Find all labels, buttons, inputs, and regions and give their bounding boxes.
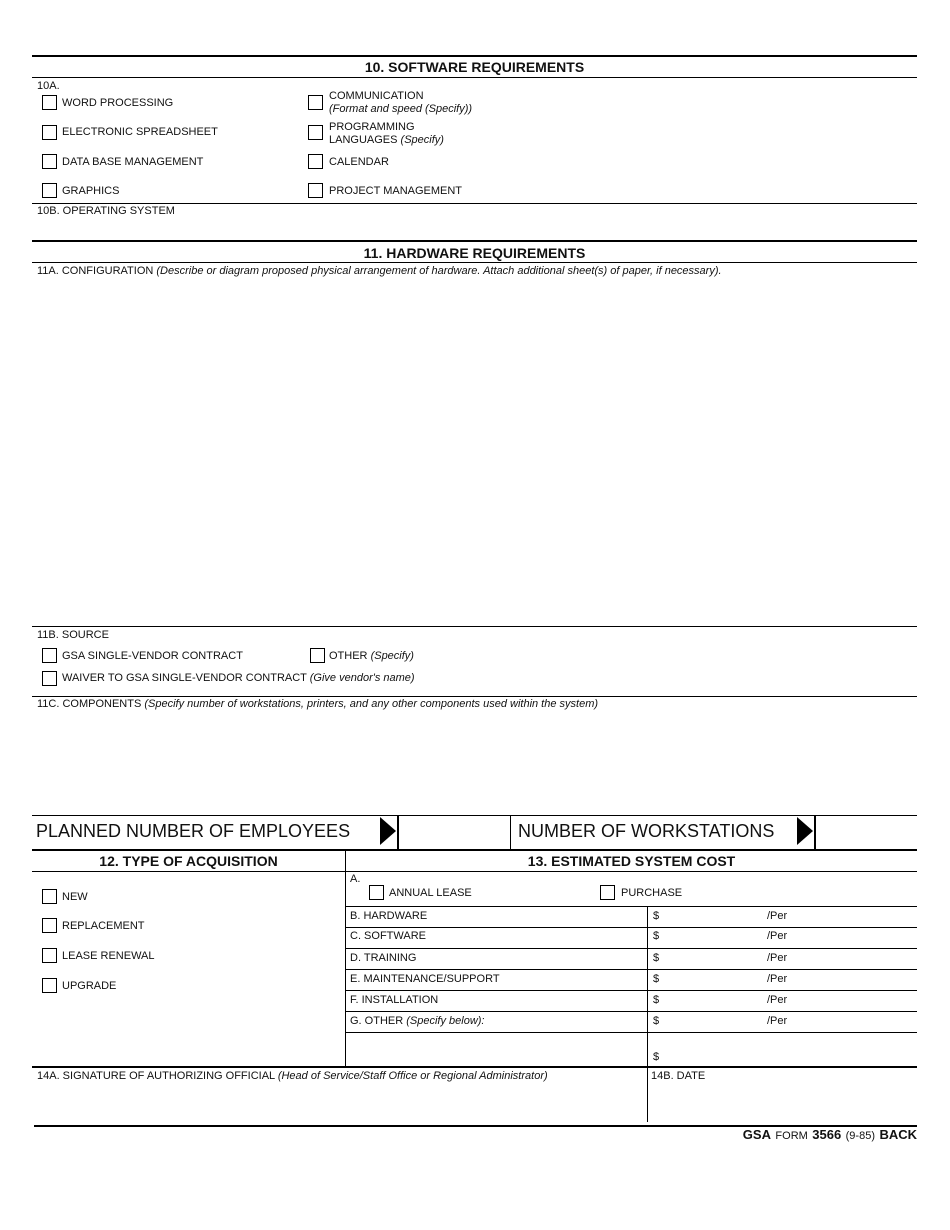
electronic-spreadsheet-checkbox[interactable] [42, 125, 57, 140]
section-12-13-divider [345, 851, 346, 1067]
calendar-checkbox[interactable] [308, 154, 323, 169]
cost-rule-g [346, 1011, 917, 1012]
components-label: 11C. COMPONENTS (Specify number of workstations, printers, and any other components used within the system) [37, 698, 599, 710]
section-13a-label: A. [350, 873, 361, 885]
software-dollar-sign: $ [653, 930, 660, 942]
workstations-label: NUMBER OF WORKSTATIONS [518, 821, 775, 841]
upgrade-checkbox[interactable] [42, 978, 57, 993]
footer-form: FORM [775, 1130, 808, 1142]
lease-renewal-checkbox[interactable] [42, 948, 57, 963]
date-field[interactable] [651, 1085, 913, 1121]
other-source-checkbox[interactable] [310, 648, 325, 663]
graphics-checkbox[interactable] [42, 183, 57, 198]
word-processing-label: WORD PROCESSING [62, 97, 174, 109]
hardware-per-label: /Per [767, 910, 788, 922]
date-label: 14B. DATE [651, 1070, 706, 1082]
purchase-label: PURCHASE [621, 887, 683, 899]
other-source-label: OTHER (Specify) [329, 650, 414, 662]
hardware-dollar-sign: $ [653, 910, 660, 922]
software-cost-label: C. SOFTWARE [350, 930, 426, 942]
section-10-title: 10. SOFTWARE REQUIREMENTS [364, 59, 585, 75]
cost-rule-b [346, 906, 917, 907]
hardware-cost-label: B. HARDWARE [350, 910, 428, 922]
training-cost-label: D. TRAINING [350, 952, 417, 964]
cost-amount-divider [647, 906, 648, 1122]
gsa-single-vendor-checkbox[interactable] [42, 648, 57, 663]
workstations-arrow-icon [797, 817, 813, 845]
new-checkbox[interactable] [42, 889, 57, 904]
cost-rule-f [346, 990, 917, 991]
installation-dollar-sign: $ [653, 994, 660, 1006]
other-specify-field[interactable] [350, 1034, 642, 1064]
graphics-label: GRAPHICS [62, 185, 120, 197]
configuration-field[interactable] [37, 280, 912, 620]
signature-label: 14A. SIGNATURE OF AUTHORIZING OFFICIAL (Head of Service/Staff Office or Regional Administrator) [37, 1070, 548, 1082]
maintenance-cost-label: E. MAINTENANCE/SUPPORT [350, 973, 500, 985]
components-field[interactable] [37, 713, 912, 808]
form-footer [600, 1126, 917, 1144]
section-10a-label: 10A. [37, 80, 60, 92]
purchase-checkbox[interactable] [600, 885, 615, 900]
section-12-title: 12. TYPE OF ACQUISITION [99, 853, 278, 869]
counts-bottom-rule [32, 849, 917, 851]
signature-field[interactable] [37, 1085, 642, 1121]
section-11-top-rule [32, 240, 917, 242]
section-11-title: 11. HARDWARE REQUIREMENTS [363, 245, 586, 261]
annual-lease-checkbox[interactable] [369, 885, 384, 900]
section-10-title-rule [32, 77, 917, 78]
section-11-title-rule [32, 262, 917, 263]
training-per-label: /Per [767, 952, 788, 964]
waiver-label: WAIVER TO GSA SINGLE-VENDOR CONTRACT (Give vendor's name) [62, 672, 415, 684]
planned-employees-label: PLANNED NUMBER OF EMPLOYEES [36, 821, 351, 841]
training-dollar-sign: $ [653, 952, 660, 964]
annual-lease-label: ANNUAL LEASE [389, 887, 472, 899]
footer-form-number: 3566 [812, 1127, 842, 1142]
communication-note: (Format and speed (Specify)) [329, 103, 473, 115]
configuration-label: 11A. CONFIGURATION (Describe or diagram proposed physical arrangement of hardware. Attach additional sheet(s) of paper, if necessary). [37, 265, 722, 277]
counts-top-rule [32, 815, 917, 816]
employees-divider [397, 815, 399, 849]
workstations-divider-left [510, 815, 511, 849]
total-dollar-sign: $ [653, 1051, 660, 1063]
section-10-top-rule [32, 55, 917, 57]
maintenance-per-label: /Per [767, 973, 788, 985]
workstations-divider [814, 815, 816, 849]
other-dollar-sign: $ [653, 1015, 660, 1027]
other-per-label: /Per [767, 1015, 788, 1027]
employees-arrow-icon [380, 817, 396, 845]
planned-employees-field[interactable] [400, 817, 508, 848]
programming-languages-checkbox[interactable] [308, 125, 323, 140]
footer-side: BACK [879, 1127, 917, 1142]
calendar-label: CALENDAR [329, 156, 389, 168]
source-label: 11B. SOURCE [37, 629, 109, 641]
section-11b-rule [32, 626, 917, 627]
installation-per-label: /Per [767, 994, 788, 1006]
programming-languages-label: LANGUAGES (Specify) [329, 134, 444, 146]
footer-edition: (9-85) [845, 1130, 875, 1142]
replacement-label: REPLACEMENT [62, 920, 145, 932]
upgrade-label: UPGRADE [62, 980, 117, 992]
operating-system-label: 10B. OPERATING SYSTEM [37, 205, 175, 217]
installation-cost-label: F. INSTALLATION [350, 994, 439, 1006]
cost-rule-d [346, 948, 917, 949]
programming-label: PROGRAMMING [329, 121, 415, 133]
replacement-checkbox[interactable] [42, 918, 57, 933]
operating-system-field[interactable] [37, 218, 912, 238]
cost-rule-c [346, 927, 917, 928]
project-management-checkbox[interactable] [308, 183, 323, 198]
project-management-label: PROJECT MANAGEMENT [329, 185, 463, 197]
lease-renewal-label: LEASE RENEWAL [62, 950, 155, 962]
section-11c-rule [32, 696, 917, 697]
communication-label: COMMUNICATION [329, 90, 424, 102]
waiver-checkbox[interactable] [42, 671, 57, 686]
data-base-management-label: DATA BASE MANAGEMENT [62, 156, 204, 168]
data-base-management-checkbox[interactable] [42, 154, 57, 169]
section-10b-rule [32, 203, 917, 204]
gsa-single-vendor-label: GSA SINGLE-VENDOR CONTRACT [62, 650, 243, 662]
footer-gsa: GSA [742, 1127, 771, 1142]
word-processing-checkbox[interactable] [42, 95, 57, 110]
other-cost-label: G. OTHER (Specify below): [350, 1015, 485, 1027]
section-13-title: 13. ESTIMATED SYSTEM COST [527, 853, 736, 869]
workstations-field[interactable] [817, 817, 915, 848]
new-label: NEW [62, 891, 88, 903]
section-14-top-rule [32, 1066, 917, 1068]
software-per-label: /Per [767, 930, 788, 942]
section-12-13-title-rule [32, 871, 917, 872]
cost-rule-total [346, 1032, 917, 1033]
maintenance-dollar-sign: $ [653, 973, 660, 985]
cost-rule-e [346, 969, 917, 970]
communication-checkbox[interactable] [308, 95, 323, 110]
electronic-spreadsheet-label: ELECTRONIC SPREADSHEET [62, 126, 218, 138]
